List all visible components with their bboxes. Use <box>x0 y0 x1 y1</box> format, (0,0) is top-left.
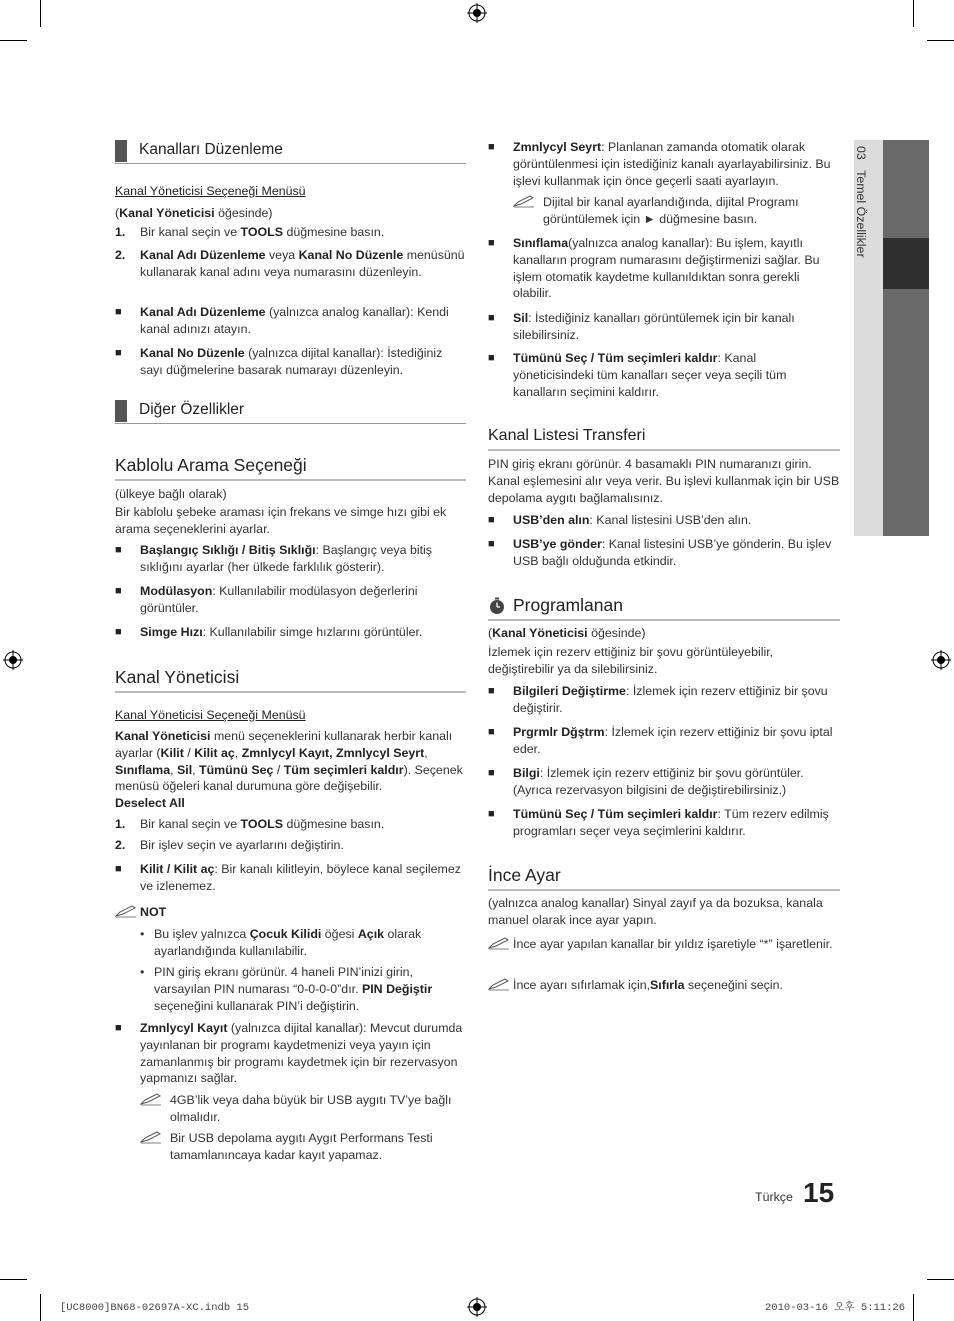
note: 4GB’lik veya daha büyük bir USB aygıtı TV’ye bağlı olmalıdır. <box>140 1092 466 1126</box>
paragraph: (yalnızca analog kanallar) Sinyal zayıf ya da bozuksa, kanala manuel olarak ince ayar yapın. <box>488 896 823 927</box>
crop-mark <box>927 1279 954 1280</box>
numbered-item: 2. Kanal Adı Düzenleme veya Kanal No Düzenle menüsünü kullanarak kanal adını veya numarasını düzenleyin. <box>115 248 465 279</box>
registration-mark-icon <box>467 3 487 23</box>
paragraph: (Kanal Yöneticisi öğesinde) <box>115 206 273 220</box>
bullet-item: ■ Başlangıç Sıklığı / Bitiş Sıklığı: Başlangıç veya bitiş sıklığını ayarlar (her ülkede farklılık gösterir). <box>115 543 432 574</box>
note-pencil-icon <box>140 1130 162 1144</box>
section-title: İnce Ayar <box>488 864 840 891</box>
bullet-item: ■ Zmnlycyl Seyrt: Planlanan zamanda otomatik olarak görüntülenmesi için istediğiniz kanalı ayarlayabilirsiniz. Bu işlevi kullanmak için önce geçerli saati ayarlayın. <box>488 140 831 188</box>
paragraph: (Kanal Yöneticisi öğesinde) <box>488 626 646 640</box>
submenu-title: Kanal Yöneticisi Seçeneği Menüsü <box>115 708 306 722</box>
bullet-item: ■ Simge Hızı: Kullanılabilir simge hızlarını görüntüler. <box>115 625 423 639</box>
section-title: Programlanan <box>488 594 840 621</box>
bullet-item: ■ Sil: İstediğiniz kanalları görüntülemek için bir kanalı silebilirsiniz. <box>488 311 795 342</box>
bullet-item: ■ Modülasyon: Kullanılabilir modülasyon değerlerini görüntüler. <box>115 584 418 615</box>
numbered-item: 2. Bir işlev seçin ve ayarlarını değiştirin. <box>115 838 344 852</box>
section-title: Kanal Listesi Transferi <box>488 426 840 451</box>
note-pencil-icon <box>488 936 510 950</box>
paragraph: Bir kablolu şebeke araması için frekans ve simge hızı gibi ek arama seçeneklerini ayarlar. <box>115 505 447 536</box>
numbered-item: 1. Bir kanal seçin ve TOOLS düğmesine basın. <box>115 817 385 831</box>
note-pencil-icon <box>140 1092 162 1106</box>
section-title: Kanal Yöneticisi <box>115 666 466 693</box>
page-language: Türkçe <box>755 1190 793 1204</box>
crop-mark <box>913 0 914 27</box>
bullet-item: ■ Kanal Adı Düzenleme (yalnızca analog kanallar): Kendi kanal adınızı atayın. <box>115 305 449 336</box>
crop-mark <box>0 40 27 41</box>
crop-mark <box>40 1294 41 1321</box>
numbered-item: 1. Bir kanal seçin ve TOOLS düğmesine basın. <box>115 225 385 239</box>
registration-mark-icon <box>3 650 23 670</box>
registration-mark-icon <box>467 1297 487 1317</box>
print-file-info: [UC8000]BN68-02697A-XC.indb 15 <box>60 1302 250 1314</box>
paragraph: PIN giriş ekranı görünür. 4 basamaklı PIN numaranızı girin. Kanal eşlemesini alır veya verir. Bu işlevi kullanmak için bir USB depolama aygıtı bağlamalısınız. <box>488 457 840 505</box>
paragraph: Kanal Yöneticisi menü seçeneklerini kullanarak herbir kanalı ayarlar (Kilit / Kilit aç, Zmnlycyl Kayıt, Zmnlycyl Seyrt, Sınıflama, Sil, Tümünü Seç / Tüm seçimleri kaldır). Seçenek menüsü öğeleri kanal durumuna göre değişebilir. Deselect All <box>115 729 463 811</box>
paragraph: İzlemek için rezerv ettiğiniz bir şovu görüntüleyebilir, değiştirebilir ya da silebilirsiniz. <box>488 645 774 676</box>
bullet-item: ■ USB’ye gönder: Kanal listesini USB’ye gönderin. Bu işlev USB bağlı olduğunda etkindir. <box>488 537 832 568</box>
page-number: 15 <box>803 1177 835 1208</box>
note-bullet: • PIN giriş ekranı görünür. 4 haneli PIN’inizi girin, varsayılan PIN numarası “0-0-0-0”dır. PIN Değiştir seçeneğini kullanarak PIN’i değiştirin. <box>140 965 433 1013</box>
section-title: Kablolu Arama Seçeneği <box>115 454 466 481</box>
side-tab-marker <box>883 238 929 289</box>
bullet-item: ■ Prgrmlr Dğştrm: İzlemek için rezerv ettiğiniz bir şovu iptal eder. <box>488 725 833 756</box>
note: Dijital bir kanal ayarlandığında, dijital Programı görüntülemek için ► düğmesine basın. <box>513 194 840 228</box>
submenu-title: Kanal Yöneticisi Seçeneği Menüsü <box>115 184 306 198</box>
bullet-item: ■ Zmnlycyl Kayıt (yalnızca dijital kanallar): Mevcut durumda yayınlanan bir programı kaydetmenizi veya yayın için zamanlanmış bir programı kaydetmek için bir rezervasyon yapmanızı sağlar. <box>115 1021 463 1086</box>
crop-mark <box>913 1294 914 1321</box>
bullet-item: ■ Kilit / Kilit aç: Bir kanalı kilitleyin, böylece kanal seçilemez ve izlenemez. <box>115 862 461 893</box>
note: İnce ayar yapılan kanallar bir yıldız işaretiyle “*” işaretlenir. <box>488 936 840 953</box>
section-heading: Diğer Özellikler <box>115 400 466 424</box>
print-date-info: 2010-03-16 오후 5:11:26 <box>765 1302 906 1314</box>
bullet-item: ■ Kanal No Düzenle (yalnızca dijital kanallar): İstediğiniz sayı düğmelerine basarak numarayı düzenleyin. <box>115 346 443 377</box>
paragraph: (ülkeye bağlı olarak) <box>115 487 227 501</box>
bullet-item: ■ Bilgileri Değiştirme: İzlemek için rezerv ettiğiniz bir şovu değiştirir. <box>488 684 828 715</box>
crop-mark <box>40 0 41 27</box>
side-tab-dark <box>883 140 929 536</box>
note-bullet: • Bu işlev yalnızca Çocuk Kilidi öğesi Açık olarak ayarlandığında kullanılabilir. <box>140 927 422 958</box>
crop-mark <box>927 40 954 41</box>
note-heading: NOT <box>115 904 466 921</box>
note: İnce ayarı sıfırlamak için,Sıfırla seçeneğini seçin. <box>488 977 840 994</box>
note-pencil-icon <box>115 904 137 918</box>
bullet-item: ■ Tümünü Seç / Tüm seçimleri kaldır: Kanal yöneticisindeki tüm kanalları seçer veya seçili tüm kanalların seçimini kaldırır. <box>488 351 787 399</box>
side-tab-label: 03 Temel Özellikler <box>854 146 868 258</box>
note-pencil-icon <box>513 194 535 208</box>
registration-mark-icon <box>931 650 951 670</box>
bullet-item: ■ Tümünü Seç / Tüm seçimleri kaldır: Tüm rezerv edilmiş programları seçer veya seçimlerini kaldırır. <box>488 807 829 838</box>
clock-icon <box>488 597 506 615</box>
note: Bir USB depolama aygıtı Aygıt Performans Testi tamamlanıncaya kadar kayıt yapamaz. <box>140 1130 466 1164</box>
section-heading: Kanalları Düzenleme <box>115 140 466 164</box>
bullet-item: ■ Bilgi: İzlemek için rezerv ettiğiniz bir şovu görüntüler. (Ayrıca rezervasyon bilgisini de değiştirebilirsiniz.) <box>488 766 804 797</box>
bullet-item: ■ USB’den alın: Kanal listesini USB’den alın. <box>488 513 752 527</box>
crop-mark <box>0 1279 27 1280</box>
bullet-item: ■ Sınıflama(yalnızca analog kanallar): Bu işlem, kayıtlı kanalların program numarasını değiştirmenizi sağlar. Bu işlem otomatik kaydetme kullanıldıktan sonra gerekli olabilir. <box>488 236 820 301</box>
note-pencil-icon <box>488 977 510 991</box>
